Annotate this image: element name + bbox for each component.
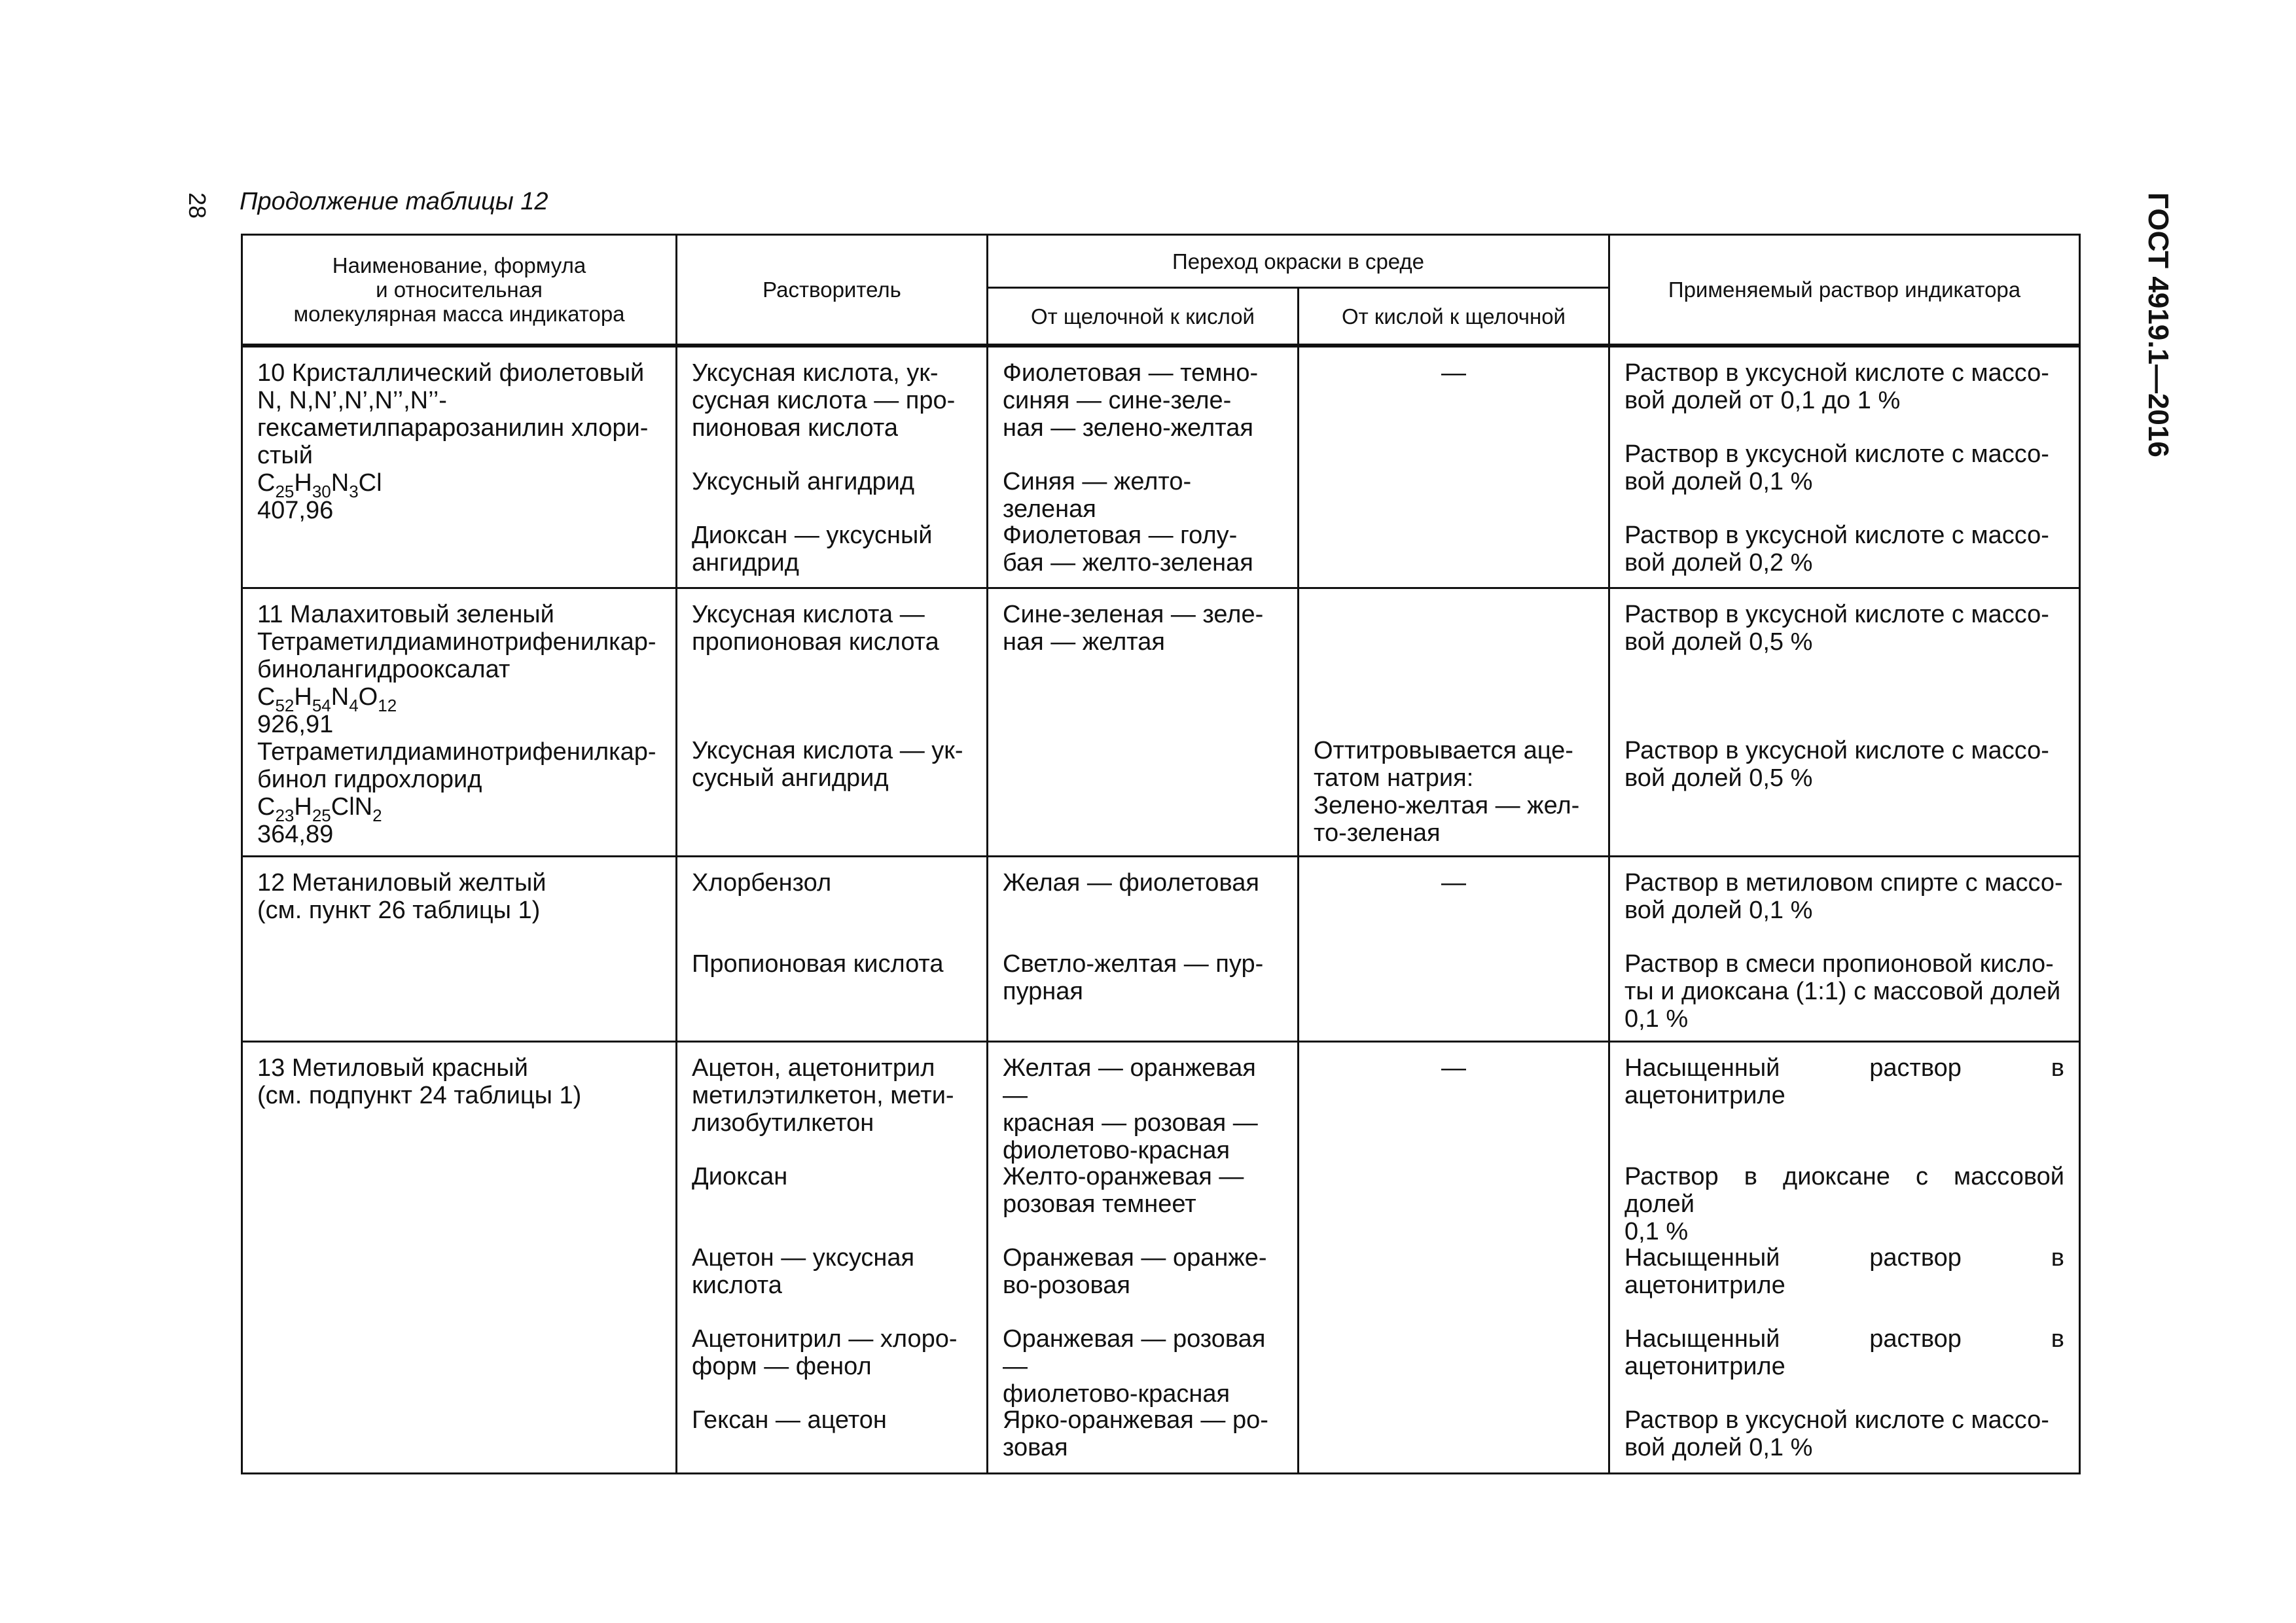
color-transition: Сине-зеленая — зеле- ная — желтая xyxy=(1003,600,1264,656)
indicator-name: 12 Метаниловый желтый (см. пункт 26 таблицы 1) xyxy=(257,868,547,924)
header-transition: Переход окраски в среде xyxy=(988,235,1609,288)
acid-to-alk-cell: — xyxy=(1299,346,1609,588)
acid-to-alk-cell: — xyxy=(1299,1041,1609,1473)
solvent: Ацетон — уксусная кислота xyxy=(692,1243,915,1299)
molecular-mass: 364,89 xyxy=(257,820,334,848)
indicator-solution: Раствор в метиловом спирте с массо- вой долей 0,1 % xyxy=(1624,868,2063,924)
indicator-solution: Раствор в диоксане с массовой долей 0,1 % xyxy=(1624,1162,2064,1245)
alk-to-acid-cell xyxy=(988,346,1299,588)
indicator-solution: Раствор в уксусной кислоте с массо- вой долей 0,1 % xyxy=(1624,440,2049,495)
solution-cell xyxy=(1609,1041,2080,1473)
solution-cell xyxy=(1609,346,2080,588)
header-solution: Применяемый раствор индикатора xyxy=(1609,235,2080,346)
alk-to-acid-cell xyxy=(988,588,1299,856)
solvent: Хлорбензол xyxy=(692,868,832,897)
color-transition: Синяя — желто-зеленая xyxy=(1003,468,1192,523)
table-row xyxy=(242,346,2080,588)
color-transition: Желтая — оранжевая — красная — розовая — фиолетово-красная xyxy=(1003,1054,1258,1164)
indicator-solution: Насыщенный раствор в ацетонитриле xyxy=(1624,1243,2064,1299)
solution-cell xyxy=(1609,588,2080,856)
indicator-name-cell xyxy=(242,856,677,1041)
indicator-name: 11 Малахитовый зеленый Тетраметилдиаминотрифенилкар- бинолангидрооксалат xyxy=(257,600,656,683)
page-number: 28 xyxy=(184,192,211,219)
indicator-solution: Раствор в уксусной кислоте с массо- вой долей от 0,1 до 1 % xyxy=(1624,359,2049,414)
indicator-formula: $C_{23}H_{25}ClN_2$ xyxy=(257,793,382,825)
table-row xyxy=(242,588,2080,856)
indicator-name: 10 Кристаллический фиолетовый N, N,N’,N’,N’’,N’’- гексаметилпарарозанилин хлори- стый xyxy=(257,359,649,469)
table-row xyxy=(242,856,2080,1041)
solvent: Уксусный ангидрид xyxy=(692,468,915,495)
header-name: Наименование, формула и относительная молекулярная масса индикатора xyxy=(242,235,677,346)
indicator-formula: $C_{25}H_{30}N_3Cl$ xyxy=(257,469,382,501)
color-transition: Оттитровывается аце- татом натрия: Зелено-желтая — жел- то-зеленая xyxy=(1314,736,1580,847)
solvent: Гексан — ацетон xyxy=(692,1406,887,1434)
alk-to-acid-cell xyxy=(988,1041,1299,1473)
solvent: Ацетон, ацетонитрил метилэтилкетон, мети- лизобутилкетон xyxy=(692,1054,954,1137)
indicator-solution: Раствор в смеси пропионовой кисло- ты и диоксана (1:1) с массовой долей 0,1 % xyxy=(1624,950,2061,1033)
solvent: Уксусная кислота — ук- сусный ангидрид xyxy=(692,736,963,792)
solvent: Диоксан xyxy=(692,1162,788,1190)
standard-designation: ГОСТ 4919.1—2016 xyxy=(2142,192,2174,457)
header-solvent: Растворитель xyxy=(677,235,988,346)
solvent: Уксусная кислота, ук- сусная кислота — про- пионовая кислота xyxy=(692,359,956,442)
solvent: Диоксан — уксусный ангидрид xyxy=(692,522,933,577)
indicator-name-cell xyxy=(242,346,677,588)
indicator-solution: Раствор в уксусной кислоте с массо- вой долей 0,1 % xyxy=(1624,1406,2049,1461)
header-alk-to-acid: От щелочной к кислой xyxy=(988,288,1299,346)
indicator-solution: Раствор в уксусной кислоте с массо- вой долей 0,2 % xyxy=(1624,522,2049,577)
molecular-mass: 407,96 xyxy=(257,497,334,524)
molecular-mass: 926,91 xyxy=(257,710,334,738)
color-transition: Фиолетовая — темно- синяя — сине-зеле- ная — зелено-желтая xyxy=(1003,359,1259,442)
indicator-solution: Раствор в уксусной кислоте с массо- вой долей 0,5 % xyxy=(1624,600,2049,656)
solvent-cell xyxy=(677,1041,988,1473)
solvent: Ацетонитрил — хлоро- форм — фенол xyxy=(692,1325,958,1380)
solvent: Пропионовая кислота xyxy=(692,950,944,978)
alk-to-acid-cell xyxy=(988,856,1299,1041)
color-transition: Желая — фиолетовая xyxy=(1003,868,1259,897)
acid-to-alk-cell xyxy=(1299,588,1609,856)
table-row xyxy=(242,1041,2080,1473)
solvent-cell xyxy=(677,588,988,856)
acid-to-alk-cell: — xyxy=(1299,856,1609,1041)
color-transition: Фиолетовая — голу- бая — желто-зеленая xyxy=(1003,522,1253,577)
indicator-name-cell xyxy=(242,588,677,856)
table-caption: Продолжение таблицы 12 xyxy=(240,188,548,215)
indicator-solution: Раствор в уксусной кислоте с массо- вой долей 0,5 % xyxy=(1624,736,2049,792)
indicator-formula: $C_{52}H_{54}N_4O_{12}$ xyxy=(257,683,397,715)
color-transition: Оранжевая — розовая — фиолетово-красная xyxy=(1003,1325,1266,1408)
color-transition: Оранжевая — оранже- во-розовая xyxy=(1003,1243,1267,1299)
header-acid-to-alk: От кислой к щелочной xyxy=(1299,288,1609,346)
solution-cell xyxy=(1609,856,2080,1041)
indicator-solution: Насыщенный раствор в ацетонитриле xyxy=(1624,1325,2064,1380)
solvent-cell xyxy=(677,346,988,588)
indicator-name: 13 Метиловый красный (см. подпункт 24 таблицы 1) xyxy=(257,1054,582,1109)
indicator-solution: Насыщенный раствор в ацетонитриле xyxy=(1624,1054,2064,1109)
color-transition: Светло-желтая — пур- пурная xyxy=(1003,950,1264,1005)
solvent: Уксусная кислота — пропионовая кислота xyxy=(692,600,939,656)
color-transition: Желто-оранжевая — розовая темнеет xyxy=(1003,1162,1244,1218)
indicator-table xyxy=(241,234,2081,1474)
indicator-name: Тетраметилдиаминотрифенилкар- бинол гидрохлорид xyxy=(257,738,656,793)
color-transition: Ярко-оранжевая — ро- зовая xyxy=(1003,1406,1268,1461)
solvent-cell xyxy=(677,856,988,1041)
indicator-name-cell xyxy=(242,1041,677,1473)
